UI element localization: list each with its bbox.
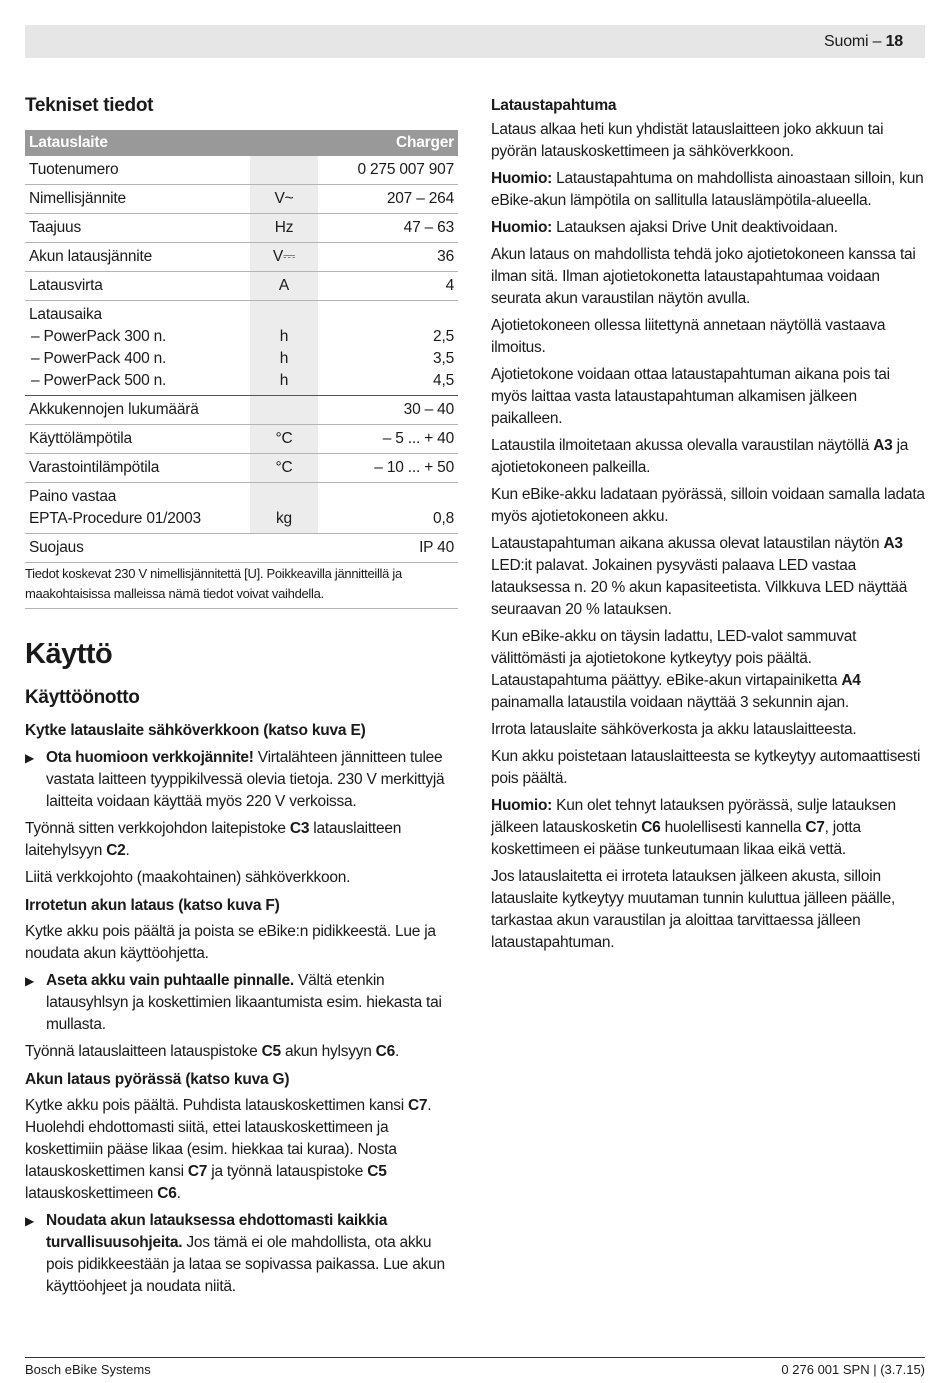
spec-label: Varastointilämpötila	[25, 454, 250, 483]
spec-row	[25, 272, 458, 301]
charge-time-unit: h	[279, 372, 289, 389]
text-run: , jotta koskettimeen ei pääse tunkeutumaan likaa eikä vettä.	[491, 819, 861, 858]
weight-label-1: Paino vastaa	[29, 488, 117, 505]
header-separator: –	[868, 33, 886, 50]
paragraph	[491, 626, 925, 714]
text-run: Lataustapahtuman aikana akussa olevat lataustilan näytön	[491, 535, 884, 552]
spec-row	[25, 425, 458, 454]
bullet-bold: Aseta akku vain puhtaalle pinnalle.	[46, 972, 294, 989]
spec-label: Akun latausjännite	[25, 243, 250, 272]
spec-value	[318, 483, 458, 534]
spec-row	[25, 243, 458, 272]
paragraph: Ajotietokone voidaan ottaa lataustapahtuman aikana pois tai myös laittaa vasta lataustapahtuman alkamisen jälkeen paikalleen.	[491, 366, 890, 427]
section-heading-detached: Irrotetun akun lataus (katso kuva F)	[25, 897, 280, 914]
paragraph: Akun lataus on mahdollista tehdä joko ajotietokoneen kanssa tai ilman sitä. Ilman ajotietokonetta lataustapahtumaa voidaan seurata akun varaustilan näytön avulla.	[491, 246, 916, 307]
paragraph: Kytke akku pois päältä ja poista se eBike:n pidikkeestä. Lue ja noudata akun käyttöohjetta.	[25, 923, 436, 962]
spec-table	[25, 130, 458, 563]
paragraph	[491, 435, 925, 479]
spec-value: 4	[318, 272, 458, 301]
bullet-bold: Ota huomioon verkkojännite!	[46, 749, 254, 766]
footer-doc-id: 0 276 001 SPN | (3.7.15)	[781, 1362, 925, 1377]
note-label: Huomio:	[491, 219, 553, 236]
usage-title: Käyttö	[25, 638, 113, 670]
note-label: Huomio:	[491, 170, 553, 187]
spec-row-weight	[25, 483, 458, 534]
note-label: Huomio:	[491, 797, 553, 814]
spec-unit	[250, 396, 318, 425]
spec-row	[25, 454, 458, 483]
text-run: ja työnnä latauspistoke	[207, 1163, 368, 1180]
text-run: Työnnä sitten verkkojohdon laitepistoke	[25, 820, 290, 837]
spec-unit	[250, 534, 318, 563]
ref-code: A3	[883, 535, 903, 552]
left-column	[25, 92, 458, 1303]
header-language: Suomi	[824, 33, 869, 50]
tech-data-title: Tekniset tiedot	[25, 95, 154, 116]
charge-time-unit: h	[279, 328, 289, 345]
bullet-triangle-icon: ▶	[25, 974, 34, 988]
ref-code: C2	[106, 842, 126, 859]
spec-label: Käyttölämpötila	[25, 425, 250, 454]
spec-label: Suojaus	[25, 534, 250, 563]
page-header-bar	[25, 25, 925, 58]
charge-time-value: 3,5	[433, 350, 454, 367]
spec-row	[25, 396, 458, 425]
bullet-bold: Noudata akun latauksessa ehdottomasti kaikkia turvallisuusohjeita.	[46, 1212, 388, 1251]
ref-code: C5	[261, 1043, 281, 1060]
ref-code: C5	[367, 1163, 387, 1180]
ref-code: C6	[641, 819, 661, 836]
spec-unit: A	[250, 272, 318, 301]
paragraph	[25, 818, 458, 862]
spec-unit: °C	[250, 454, 318, 483]
spec-unit: Hz	[250, 214, 318, 243]
section-heading-mains: Kytke latauslaite sähköverkkoon (katso kuva E)	[25, 722, 366, 739]
footer-divider	[25, 1357, 925, 1358]
page-header-label	[824, 31, 903, 53]
spec-head-left: Latauslaite	[25, 130, 318, 156]
paragraph: Kun akku poistetaan latauslaitteesta se kytkeytyy automaattisesti pois päältä.	[491, 748, 921, 787]
spec-value: – 5 ... + 40	[318, 425, 458, 454]
text-run: latauskoskettimeen	[25, 1185, 158, 1202]
spec-label: Akkukennojen lukumäärä	[25, 396, 250, 425]
weight-unit: kg	[276, 510, 292, 527]
right-column	[491, 95, 925, 959]
text-run: Lataustila ilmoitetaan akussa olevalla varaustilan näytöllä	[491, 437, 874, 454]
spec-label: Tuotenumero	[25, 156, 250, 185]
paragraph: Jos latauslaitetta ei irroteta latauksen jälkeen akusta, silloin latauslaite kytkeytyy muutaman tunnin kuluttua jälleen päälle, tarkastaa akun varaustilan ja aloittaa tarvittaessa jälleen lataustapahtuman.	[491, 868, 896, 951]
weight-value: 0,8	[433, 510, 454, 527]
paragraph: Kun eBike-akku ladataan pyörässä, silloin voidaan samalla ladata myös ajotietokoneen akku.	[491, 486, 925, 525]
bullet-voltage-note	[25, 747, 458, 813]
spec-value: 36	[318, 243, 458, 272]
text-run: Kun eBike-akku on täysin ladattu, LED-valot sammuvat välittömästi ja ajotietokone kytkeytyy pois päältä. Lataustapahtuma päättyy. eBike-akun virtapainiketta	[491, 628, 857, 689]
spec-value	[318, 301, 458, 396]
paragraph: Irrota latauslaite sähköverkosta ja akku latauslaitteesta.	[491, 721, 857, 738]
paragraph	[491, 168, 925, 212]
spec-unit	[250, 156, 318, 185]
charging-process-heading: Lataustapahtuma	[491, 97, 617, 114]
section-heading-onbike: Akun lataus pyörässä (katso kuva G)	[25, 1071, 290, 1088]
spec-row	[25, 534, 458, 563]
text-run: Lataustapahtuma on mahdollista ainoastaan silloin, kun eBike-akun lämpötila on sallitulla latauslämpötila-alueella.	[491, 170, 924, 209]
spec-label: Nimellisjännite	[25, 185, 250, 214]
ref-code: C7	[805, 819, 825, 836]
paragraph	[25, 1095, 458, 1205]
text-run: Kun olet tehnyt latauksen pyörässä, sulje latauksen jälkeen latauskosketin	[491, 797, 896, 836]
bullet-text: Jos tämä ei ole mahdollista, ota akku pois pidikkeestään ja lataa se sopivassa paikassa. Lue akun käyttöohjeet ja noudata niitä.	[46, 1234, 445, 1295]
ref-code: C6	[157, 1185, 177, 1202]
charge-time-value: 4,5	[433, 372, 454, 389]
charge-time-unit: h	[279, 350, 289, 367]
paragraph: Ajotietokoneen ollessa liitettynä annetaan näytöllä vastaava ilmoitus.	[491, 317, 886, 356]
charge-time-item: – PowerPack 300 n.	[31, 328, 167, 345]
startup-title: Käyttöönotto	[25, 687, 140, 708]
spec-value: IP 40	[318, 534, 458, 563]
ref-code: A4	[841, 672, 861, 689]
text-run: .	[176, 1185, 181, 1202]
text-run: . Huolehdi ehdottomasti siitä, ettei latauskoskettimeen ja koskettimiin pääse likaa (esim. hiekkaa tai kuraa). Nosta latauskoskettimen kansi	[25, 1097, 432, 1180]
text-run: akun hylsyyn	[280, 1043, 376, 1060]
spec-table-note: Tiedot koskevat 230 V nimellisjännitettä [U]. Poikkeavilla jännitteillä ja maakohtaisissa malleissa nämä tiedot voivat vaihdella.	[25, 563, 458, 609]
spec-unit: V~	[250, 185, 318, 214]
text-run: LED:it palavat. Jokainen pysyvästi palaava LED vastaa latauksessa n. 20 % akun kapasiteetista. Vilkkuva LED näyttää seuraavan 20 % latauksen.	[491, 557, 908, 618]
spec-unit: °C	[250, 425, 318, 454]
spec-label: Taajuus	[25, 214, 250, 243]
spec-row	[25, 214, 458, 243]
bullet-safety	[25, 1210, 458, 1298]
page-number: 18	[885, 33, 903, 50]
spec-label	[25, 301, 250, 396]
spec-unit	[250, 483, 318, 534]
spec-unit: V⎓	[250, 243, 318, 272]
charge-time-item: – PowerPack 500 n.	[31, 372, 167, 389]
text-run: Latauksen ajaksi Drive Unit deaktivoidaan.	[552, 219, 838, 236]
spec-row-charge-time	[25, 301, 458, 396]
text-run: ja ajotietokoneen palkeilla.	[491, 437, 909, 476]
spec-unit	[250, 301, 318, 396]
ref-code: C3	[289, 820, 310, 837]
paragraph: Liitä verkkojohto (maakohtainen) sähköverkkoon.	[25, 869, 351, 886]
text-run: painamalla lataustila voidaan näyttää 3 sekunnin ajan.	[491, 694, 849, 711]
ref-code: C7	[407, 1097, 428, 1114]
text-run: Kytke akku pois päältä. Puhdista latauskoskettimen kansi	[25, 1097, 408, 1114]
charge-time-label: Latausaika	[29, 306, 102, 323]
ref-code: C7	[187, 1163, 208, 1180]
weight-label-2: EPTA-Procedure 01/2003	[29, 510, 201, 527]
paragraph	[25, 1041, 458, 1063]
charge-time-item: – PowerPack 400 n.	[31, 350, 167, 367]
spec-value: – 10 ... + 50	[318, 454, 458, 483]
spec-value: 30 – 40	[318, 396, 458, 425]
bullet-triangle-icon: ▶	[25, 1214, 34, 1228]
footer-publisher: Bosch eBike Systems	[25, 1362, 151, 1377]
text-run: latauslaitteen laitehylsyyn	[25, 820, 402, 859]
paragraph	[491, 795, 925, 861]
ref-code: C6	[375, 1043, 395, 1060]
spec-table-header	[25, 130, 458, 156]
spec-value: 47 – 63	[318, 214, 458, 243]
bullet-text: Virtalähteen jännitteen tulee vastata laitteen tyyppikilvessä olevia tietoja. 230 V merkittyjä laitteita voidaan käyttää myös 220 V verkoissa.	[46, 749, 445, 810]
bullet-text: Vältä etenkin latausyhlsyn ja koskettimien likaantumista esim. hiekasta tai mullasta.	[46, 972, 442, 1033]
text-run: Työnnä latauslaitteen latauspistoke	[25, 1043, 262, 1060]
paragraph	[491, 533, 925, 621]
ref-code: A3	[873, 437, 893, 454]
spec-row	[25, 156, 458, 185]
spec-head-right: Charger	[318, 130, 458, 156]
charge-time-value: 2,5	[433, 328, 454, 345]
text-run: .	[394, 1043, 400, 1060]
spec-value: 207 – 264	[318, 185, 458, 214]
text-run: huolellisesti kannella	[660, 819, 806, 836]
spec-label	[25, 483, 250, 534]
paragraph	[491, 217, 925, 239]
bullet-triangle-icon: ▶	[25, 751, 34, 765]
paragraph: Lataus alkaa heti kun yhdistät latauslaitteen joko akkuun tai pyörän latauskoskettimeen ja sähköverkkoon.	[491, 121, 884, 160]
spec-row	[25, 185, 458, 214]
bullet-clean-surface	[25, 970, 458, 1036]
spec-value: 0 275 007 907	[318, 156, 458, 185]
spec-label: Latausvirta	[25, 272, 250, 301]
text-run: .	[125, 842, 130, 859]
